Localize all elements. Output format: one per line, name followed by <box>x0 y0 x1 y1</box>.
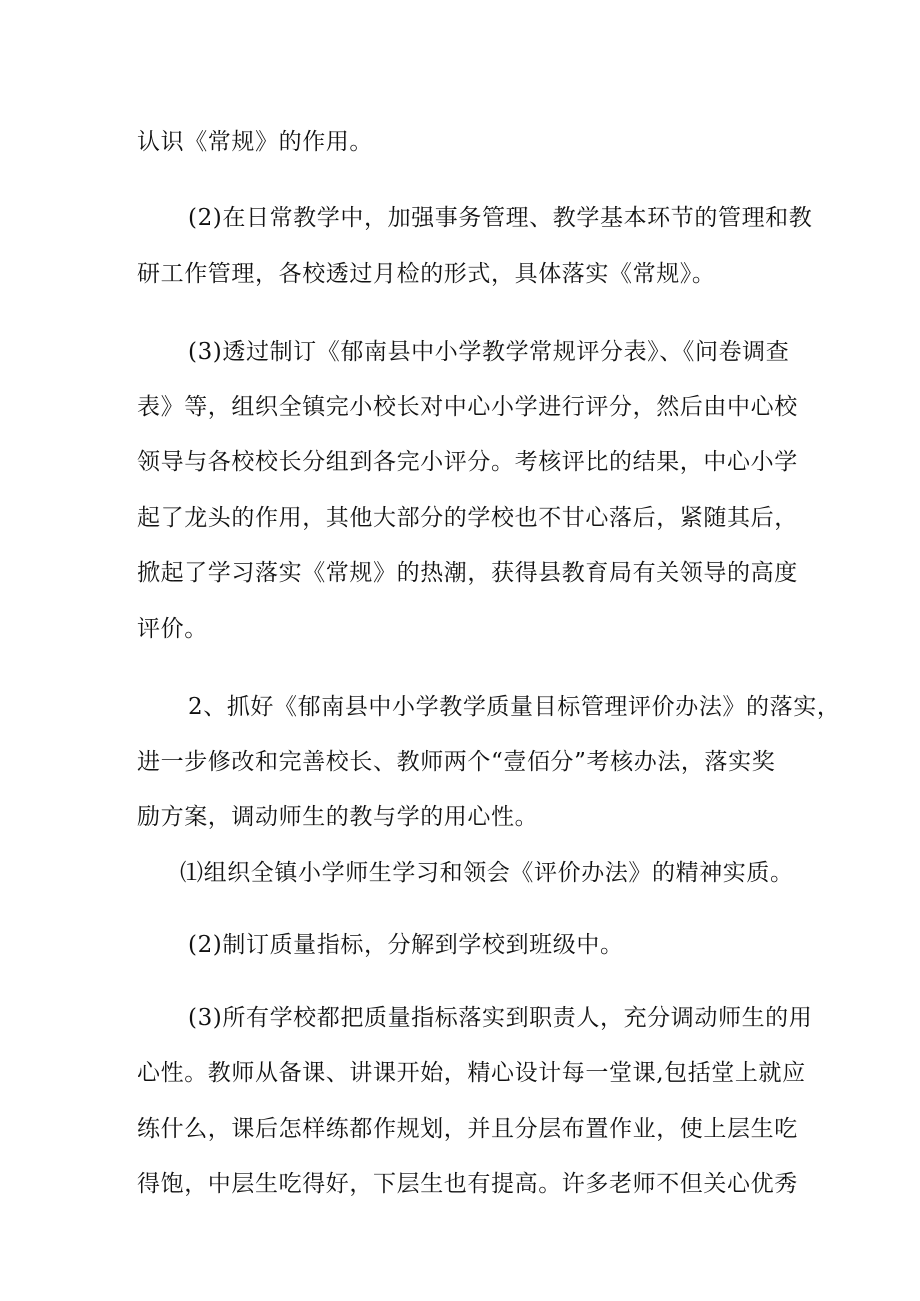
text-line: 评价。 <box>137 616 208 642</box>
text-line: 表》等，组织全镇完小校长对中心小学进行评分，然后由中心校 <box>137 394 798 420</box>
paragraph-line: (2)制订质量指标，分解到学校到班级中。 <box>188 932 624 958</box>
paragraph-line: (3)所有学校都把质量指标落实到职责人，充分调动师生的用 <box>188 1005 813 1031</box>
paragraph-line: (2)在日常教学中，加强事务管理、教学基本环节的管理和教 <box>188 205 813 231</box>
text-line: 认识《常规》的作用。 <box>137 129 373 155</box>
text-line: 研工作管理，各校透过月检的形式，具体落实《常规》。 <box>137 261 716 287</box>
paragraph-line: (3)透过制订《郁南县中小学教学常规评分表》、《问卷调查 <box>188 339 790 365</box>
text-line: 进一步修改和完善校长、教师两个“壹佰分”考核办法，落实奖 <box>137 749 776 775</box>
text-line: 领导与各校校长分组到各完小评分。考核评比的结果，中心小学 <box>137 449 798 475</box>
text-line: 练什么，课后怎样练都作规划，并且分层布置作业，使上层生吃 <box>137 1116 798 1142</box>
text-line: 心性。教师从备课、讲课开始，精心设计每一堂课,包括堂上就应 <box>137 1060 806 1086</box>
text-line: 起了龙头的作用，其他大部分的学校也不甘心落后，紧随其后， <box>137 505 798 531</box>
paragraph-line: 2、抓好《郁南县中小学教学质量目标管理评价办法》的落实， <box>188 694 841 720</box>
text-line: 得饱，中层生吃得好，下层生也有提高。许多老师不但关心优秀 <box>137 1171 798 1197</box>
text-line: 掀起了学习落实《常规》的热潮，获得县教育局有关领导的高度 <box>137 560 798 586</box>
paragraph-line: ⑴组织全镇小学师生学习和领会《评价办法》的精神实质。 <box>180 860 794 886</box>
text-line: 励方案，调动师生的教与学的用心性。 <box>137 804 539 830</box>
